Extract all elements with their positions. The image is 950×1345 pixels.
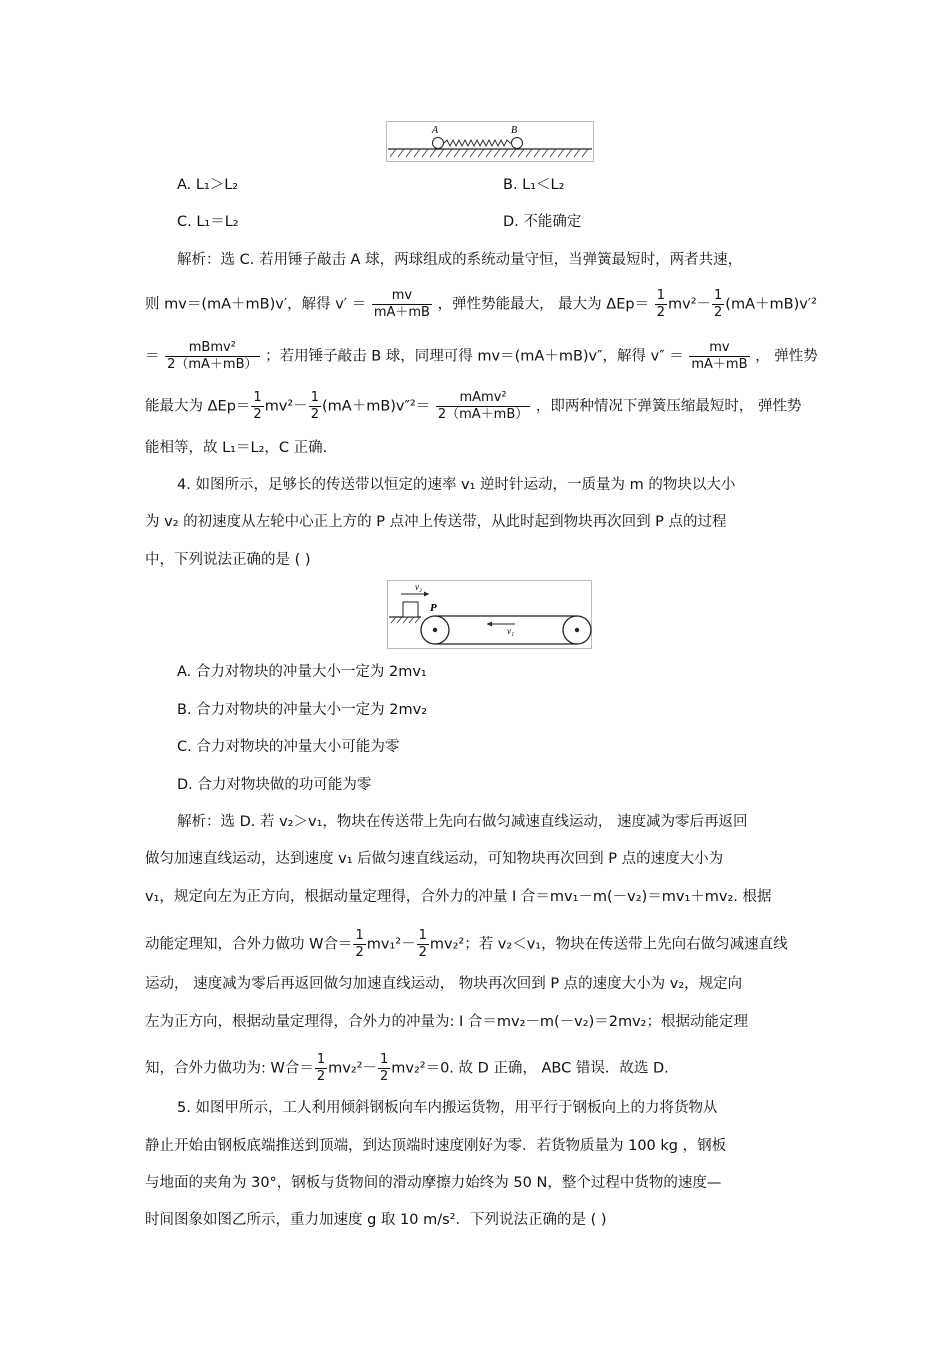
fraction-half: $\frac{1}{2}$ [316, 1052, 326, 1084]
fraction: $\frac{\text{mBmv²}}{2(mA+mB)}$ [167, 340, 258, 372]
p-label: P [430, 602, 437, 614]
ball-a [433, 138, 444, 149]
block [403, 602, 418, 617]
q4-option-b: B. 合力对物块的冲量大小一定为 2mv₂ [177, 702, 428, 718]
q5-line3: 与地面的夹角为 30°，钢板与货物间的滑动摩擦力始终为 50 N，整个过程中货物的速度— [145, 1175, 722, 1191]
spring [444, 140, 511, 146]
label-a: A [432, 125, 439, 136]
conveyor-belt-figure [387, 580, 593, 650]
v2-label: v₂ [415, 582, 423, 592]
option-d: D. 不能确定 [503, 214, 582, 230]
analysis-q4-line5: 运动， 速度减为零后再返回做匀加速直线运动， 物块再次回到 P 点的速度大小为 v₂，规定向 [145, 976, 743, 992]
q4-line3: 中，下列说法正确的是 ( ) [145, 552, 311, 568]
fraction-half: $\frac{1}{2}$ [310, 390, 319, 422]
option-a: A. L₁＞L₂ [177, 177, 239, 193]
option-c: C. L₁＝L₂ [177, 214, 239, 230]
fraction-half: $\frac{1}{2}$ [714, 288, 723, 320]
q4-line2: 为 v₂ 的初速度从左轮中心正上方的 P 点冲上传送带，从此时起到物块再次回到 P 点的过程 [145, 514, 727, 530]
analysis-q4-line6: 左为正方向，根据动量定理得，合外力的冲量为: I 合＝mv₂－m(－v₂)＝2mv₂；根据动能定理 [145, 1014, 748, 1030]
q5-line2: 静止开始由钢板底端推送到顶端，到达顶端时速度刚好为零．若货物质量为 100 kg ，钢板 [145, 1138, 727, 1154]
analysis-q3-line3: ＝ $\frac{\text{mBmv²}}{2(mA+mB)}$ ；若用锤子敲击 B 球，同理可得 mv＝(mA＋mB)v″，解得 v″ ＝ $\frac{mv}{mA+mB}$ ， 弹性势 [145, 340, 818, 372]
analysis-q4-line1: 解析：选 D. 若 v₂＞v₁，物块在传送带上先向右做匀减速直线运动， 速度减为零后再返回 [177, 814, 748, 830]
spring-ball-figure [386, 121, 596, 165]
ball-b [512, 138, 523, 149]
fraction-half: $\frac{1}{2}$ [355, 928, 364, 960]
analysis-q3-line5: 能相等，故 L₁＝L₂，C 正确. [145, 440, 328, 456]
fraction: $\frac{mv}{mA+mB}$ [373, 288, 430, 320]
q4-line1: 4. 如图所示，足够长的传送带以恒定的速率 v₁ 逆时针运动，一质量为 m 的物块以大小 [177, 477, 736, 493]
analysis-q3-line1: 解析：选 C. 若用锤子敲击 A 球，两球组成的系统动量守恒，当弹簧最短时，两者共速， [177, 252, 743, 268]
fraction-half: $\frac{1}{2}$ [418, 928, 427, 960]
analysis-q4-line3: v₁，规定向左为正方向，根据动量定理得，合外力的冲量 I 合＝mv₁－m(－v₂)＝mv₁＋mv₂. 根据 [145, 889, 772, 905]
fraction-half: $\frac{1}{2}$ [253, 390, 262, 422]
q5-line4: 时间图象如图乙所示，重力加速度 g 取 10 m/s²．下列说法正确的是 ( ) [145, 1212, 607, 1228]
v1-label: v₁ [507, 626, 515, 636]
analysis-q3-line2: 则 mv＝(mA＋mB)v′，解得 v′ ＝ $\frac{mv}{mA+mB}$ ，弹性势能最大， 最大为 ΔEp＝ $\frac{1}{2}$ mv²－ $\frac{1}{2}$ (mA＋mB)v′² [145, 288, 817, 320]
analysis-q4-line4: 动能定理知，合外力做功 W合＝ $\frac{1}{2}$ mv₁²－ $\frac{1}{2}$ mv₂²；若 v₂＜v₁，物块在传送带上先向右做匀减速直线 [145, 928, 788, 960]
q4-option-c: C. 合力对物块的冲量大小可能为零 [177, 739, 400, 755]
analysis-q4-line7: 知，合外力做功为: W合＝ $\frac{1}{2}$ mv₂²－ $\frac{1}{2}$ mv₂²＝0. 故 D 正确， ABC 错误．故选 D. [145, 1052, 669, 1084]
option-b: B. L₁＜L₂ [503, 177, 565, 193]
fraction-half: $\frac{1}{2}$ [656, 288, 665, 320]
fraction: $\frac{mv}{mA+mB}$ [691, 340, 748, 372]
q4-option-d: D. 合力对物块做的功可能为零 [177, 777, 372, 793]
fraction-half: $\frac{1}{2}$ [379, 1052, 389, 1084]
q4-option-a: A. 合力对物块的冲量大小一定为 2mv₁ [177, 664, 427, 680]
fraction: $\frac{\text{mAmv²}}{2(mA+mB)}$ [437, 390, 529, 422]
analysis-q4-line2: 做匀加速直线运动，达到速度 v₁ 后做匀速直线运动，可知物块再次回到 P 点的速度大小为 [145, 851, 724, 867]
analysis-q3-line4: 能最大为 ΔEp＝ $\frac{1}{2}$ mv²－ $\frac{1}{2}$ (mA＋mB)v″²＝ $\frac{\text{mAmv²}}{2(mA+mB)}$ ，即两种情况下弹簧压缩最短时， 弹性势 [145, 390, 802, 422]
q5-line1: 5. 如图甲所示，工人利用倾斜钢板向车内搬运货物，用平行于钢板向上的力将货物从 [177, 1100, 718, 1116]
label-b: B [511, 125, 518, 136]
